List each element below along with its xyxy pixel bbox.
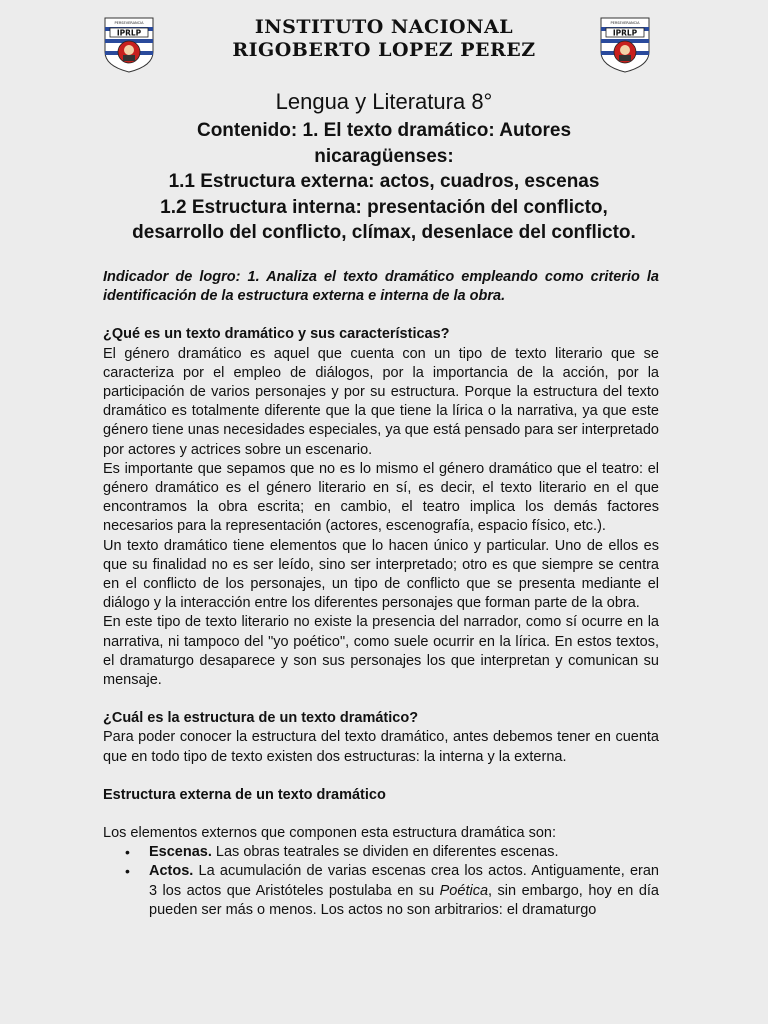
contents-line: 1.2 Estructura interna: presentación del conflicto, <box>160 196 608 218</box>
logo-text: IPRLP <box>612 28 638 38</box>
logo-banner-text: PERSEVERANCIA <box>114 21 144 25</box>
section-question: ¿Qué es un texto dramático y sus características? <box>103 326 450 343</box>
list-item-lead: Escenas. <box>149 844 212 861</box>
list-item-text: La acumulación de varias escenas crea los actos. Antiguamente, eran 3 los actos que Aristóteles postulaba en su <box>149 863 659 899</box>
paragraph: El género dramático es aquel que cuenta con un tipo de texto literario que se caracteriza por el empleo de diálogos, por la importancia de la acción, por la participación de varios personajes y por su estructura. Porque la estructura del texto dramático es totalmente diferente que la que tiene la lírica o la narrativa, ya que este género tiene unas necesidades especiales, ya que está pensado para ser interpretado por actores y actrices sobre un escenario. <box>103 345 659 458</box>
list-item-text: , sin embargo, hoy en día pueden ser más o menos. Los actos no son arbitrarios: el dramaturgo <box>149 882 659 918</box>
paragraph: En este tipo de texto literario no existe la presencia del narrador, como sí ocurre en la narrativa, ni tampoco del "yo poético", como suele ocurrir en la lírica. En estos textos, el dramaturgo desaparece y son sus personajes los que interpretan y comunican su mensaje. <box>103 614 659 689</box>
elements-list <box>103 843 659 920</box>
school-logo-right <box>598 14 652 74</box>
institution-line-1: INSTITUTO NACIONAL <box>254 16 514 38</box>
document-header <box>0 12 768 82</box>
achievement-indicator: Indicador de logro: 1. Analiza el texto dramático empleando como criterio la identificación de la estructura externa e interna de la obra. <box>103 269 659 305</box>
contents-block <box>100 118 668 246</box>
list-item-lead: Actos. <box>149 863 194 880</box>
section-question: ¿Cuál es la estructura de un texto dramático? <box>103 710 419 727</box>
shield-icon <box>598 14 652 74</box>
list-item <box>149 862 659 920</box>
contents-line: desarrollo del conflicto, clímax, desenlace del conflicto. <box>132 222 636 243</box>
section-heading: Estructura externa de un texto dramático <box>103 786 386 803</box>
paragraph: Un texto dramático tiene elementos que lo hacen único y particular. Uno de ellos es que su finalidad no es ser leído, sino ser interpretado; otro es que siempre se centra en el conflicto de los personajes, un tipo de conflicto que se presenta mediante el diálogo y la interacción entre los diferentes personajes que forman parte de la obra. <box>103 537 659 612</box>
list-item-italic: Poética <box>439 882 489 899</box>
institution-line-2: RIGOBERTO LOPEZ PEREZ <box>232 39 536 61</box>
contents-line: 1.1 Estructura externa: actos, cuadros, escenas <box>168 171 600 192</box>
subject-title: Lengua y Literatura 8° <box>275 89 493 114</box>
paragraph: Para poder conocer la estructura del texto dramático, antes debemos tener en cuenta que en todo tipo de texto existen dos estructuras: la interna y la externa. <box>103 729 659 765</box>
contents-line: Contenido: 1. El texto dramático: Autores <box>196 120 572 141</box>
paragraph: Es importante que sepamos que no es lo mismo el género dramático que el teatro: el género dramático es el género literario en sí, es decir, el texto literario en el que encontramos la obra escrita; en cambio, el teatro implica los demás factores necesarios para la representación (actores, escenografía, espacio físico, etc.). <box>103 460 659 535</box>
institution-name <box>0 16 768 62</box>
logo-banner-text: PERSEVERANCIA <box>610 21 640 25</box>
document-body <box>103 268 659 920</box>
list-item <box>149 843 659 862</box>
list-item-text: Las obras teatrales se dividen en diferentes escenas. <box>211 844 559 861</box>
paragraph: Los elementos externos que componen esta estructura dramática son: <box>103 825 556 842</box>
logo-text: IPRLP <box>116 28 142 38</box>
contents-line: nicaragüenses: <box>314 145 454 167</box>
